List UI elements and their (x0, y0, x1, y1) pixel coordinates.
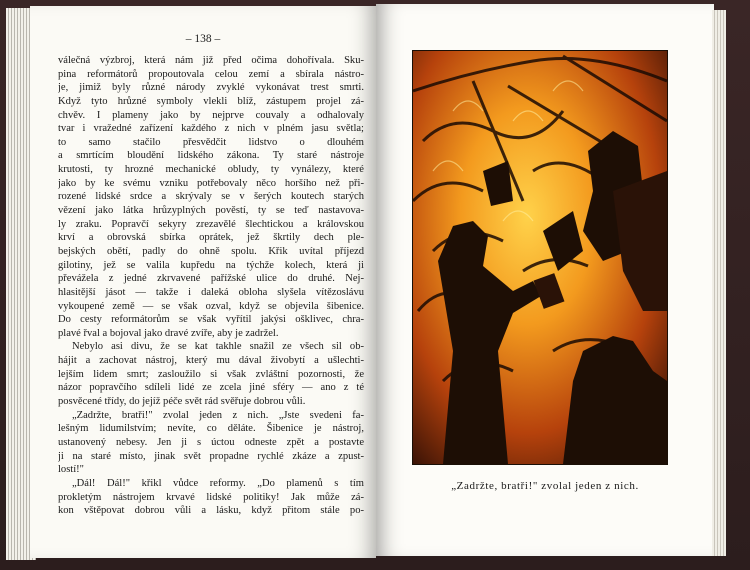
text-line: chvěv. I plameny jako by nejprve couvaly a odhalovaly (58, 109, 364, 121)
text-line: vykoupené země — se však ozval, když se objevila šibenice. (58, 300, 364, 312)
text-line: Nebylo asi divu, že se kat takhle snažil ze všech sil ob- (72, 341, 364, 353)
left-page (30, 6, 376, 558)
text-line: krví a obrovská sbírka oprátek, jež škrtily dech ple- (58, 232, 364, 244)
text-line: převážela z jedné zkrvavené pařížské ulice do druhé. Nej- (58, 273, 364, 285)
text-line: je, jimiž byly různé národy zvyklé vykonávat trest smrti. (58, 82, 364, 94)
text-line: názor popravčího sdíleli lidé ze zcela jiné sféry — ano z té (58, 382, 364, 394)
text-line: prokletým nástrojem krvavé lidské politiky! Jak může zá- (58, 491, 364, 503)
text-line: rozené lidské srdce a skrývaly se v šerých koutech starých (58, 191, 364, 203)
text-line: jako by ke svému vzniku potřebovaly něco horšího než při- (58, 177, 364, 189)
text-line: tvar i vražedné zařízení každého z nich v plném jasu světla; (58, 123, 364, 135)
text-line: válečná výzbroj, která nám již před očima dohořívala. Sku- (58, 55, 364, 66)
text-line: hájit a zachovat nástroj, který mu dával živobytí a ušlechti- (58, 355, 364, 367)
text-line: ly zraku. Popravčí sekyry zrezavělé šlechtickou a královskou (58, 218, 364, 230)
text-line: kon vštěpovat dobrou vůli a lásku, když přitom stále po- (58, 505, 364, 517)
text-line: gilotiny, jež se valila kupředu na týchže kolech, která ji (58, 259, 364, 271)
text-line: to samo stačilo přesvědčit lidstvo o dlouhém (58, 136, 364, 148)
text-line: „Zadržte, bratři!" zvolal jeden z nich. „Jste svedeni fa- (72, 409, 364, 421)
text-line: a smrtícím bloudění lidského zákona. Ty staré nástroje (58, 150, 364, 162)
text-line: krutosti, ty hrozné mechanické obludy, ty vynálezy, které (58, 164, 364, 176)
text-line: bejských obětí, padly do ohně spolu. Křik uvítal příjezd (58, 245, 364, 257)
text-line: Do cesty reformátorům se však vyřítil jakýsi ošklivec, chra- (58, 314, 364, 326)
text-line: „Dál! Dál!" křikl vůdce reformy. „Do plamenů s tím (72, 477, 364, 489)
text-line: pina reformátorů propoutovala celou zemí a sbírala nástro- (58, 68, 364, 80)
text-line: hlasitější jásot — takže i daleká obloha slyšela vítězoslávu (58, 286, 364, 298)
text-line: lostí!" (58, 464, 84, 476)
text-line: ustanovený nebesy. Jen ji s úctou odneste zpět a postavte (58, 436, 364, 448)
text-line: lešným lidumilstvím; nevíte, co děláte. Šibenice je nástroj, (58, 423, 364, 435)
text-line: vězení jako látka hrůzyplných pověstí, ty se teď nastavova- (58, 205, 364, 217)
text-line: lejším lidem smrt; zasloužilo si však zvláštní pozornosti, že (58, 368, 364, 380)
text-line: ji na staré místo, jinak svět propadne rychlé zkáze a zpust- (58, 450, 364, 462)
page-number: – 138 – (185, 33, 221, 45)
woodcut-illustration (412, 50, 668, 465)
right-page-edges (712, 10, 726, 556)
text-line: Když tyto hrůzné symboly vlekli blíž, zástupem projel zá- (58, 95, 364, 107)
body-text (58, 54, 364, 518)
text-line: posvěcené třídy, do jejíž péče svět rád svěřuje dobrou vůli. (58, 396, 306, 408)
text-line: plavé řval a bojoval jako dravé zvíře, aby je zadržel. (58, 327, 279, 339)
illustration-caption: „Zadržte, bratři!" zvolal jeden z nich. (451, 480, 639, 492)
